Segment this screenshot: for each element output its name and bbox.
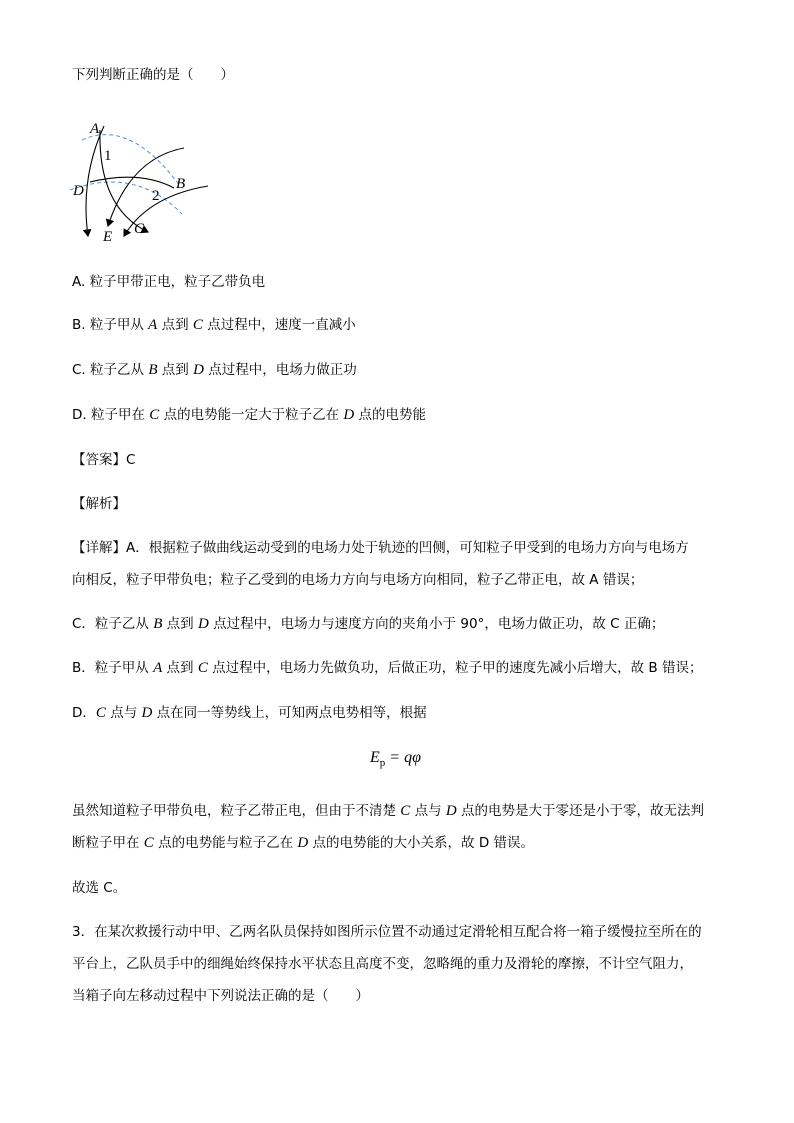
option-b-prefix: B. 粒子甲从 (72, 317, 149, 333)
detail-b (72, 658, 702, 678)
label-e: E (103, 229, 113, 243)
point-label: C (197, 660, 208, 676)
answer (72, 450, 135, 470)
trajectory-1 (100, 130, 148, 232)
option-b-mid: 点到 (157, 317, 193, 333)
option-b-suffix: 点过程中，速度一直减小 (202, 317, 356, 333)
electric-field-figure (70, 118, 220, 243)
equipotential-line-1 (82, 135, 180, 186)
detail-d-mid: 点与 (105, 705, 142, 721)
detail-c-prefix: C．粒子乙从 (72, 616, 154, 632)
detail-line-1 (72, 538, 689, 558)
label-d: D (73, 183, 84, 199)
point-label: D (445, 803, 457, 819)
analysis-tag: 【解析】 (72, 496, 126, 512)
formula-rhs: = qφ (385, 749, 421, 766)
option-d-suffix: 点的电势能 (354, 407, 427, 423)
point-label: D (343, 407, 355, 423)
option-d-prefix: D. 粒子甲在 (72, 407, 150, 423)
conclusion-text: 虽然知道粒子甲带负电，粒子乙带正电，但由于不清楚 (72, 803, 401, 819)
detail-c (72, 614, 664, 634)
point-label: C (95, 705, 106, 721)
point-label: C (143, 835, 154, 851)
label-b: B (176, 176, 186, 192)
final-choice: 故选 C。 (72, 880, 127, 896)
question-3-line-2: 平台上，乙队员手中的细绳始终保持水平状态且高度不变，忽略绳的重力及滑轮的摩擦，不计空气阻力， (72, 956, 693, 972)
point-label: D (297, 835, 309, 851)
detail-d-prefix: D． (72, 705, 96, 721)
point-label: D (141, 705, 153, 721)
point-label: A (148, 317, 158, 333)
option-c (72, 360, 357, 380)
label-one: 1 (104, 148, 112, 164)
conclusion-line-2 (72, 833, 534, 853)
question-intro: 下列判断正确的是（ ） (72, 67, 234, 83)
detail-text: A．根据粒子做曲线运动受到的电场力处于轨迹的凹侧，可知粒子甲受到的电场力方向与电场方 (126, 540, 689, 556)
label-a: A (90, 121, 100, 137)
option-c-suffix: 点过程中，电场力做正功 (203, 362, 357, 378)
conclusion-text: 点的电势是大于零还是小于零，故无法判 (456, 803, 705, 819)
point-label: D (197, 616, 209, 632)
conclusion-text: 断粒子甲在 (72, 835, 144, 851)
detail-b-prefix: B．粒子甲从 (72, 660, 154, 676)
detail-line-2: 向相反，粒子甲带负电；粒子乙受到的电场力方向与电场方向相同，粒子乙带正电，故 A 错误； (72, 572, 644, 588)
detail-c-suffix: 点过程中，电场力与速度方向的夹角小于 90°，电场力做正功，故 C 正确； (208, 616, 665, 632)
detail-d (72, 703, 427, 723)
formula-sub: p (379, 757, 386, 770)
detail-b-suffix: 点过程中，电场力先做负功，后做正功，粒子甲的速度先减小后增大，故 B 错误； (207, 660, 703, 676)
point-label: B (153, 616, 163, 632)
option-c-mid: 点到 (157, 362, 194, 378)
conclusion-line-1 (72, 801, 704, 821)
option-d (72, 405, 426, 425)
option-a: A. 粒子甲带正电，粒子乙带负电 (72, 274, 266, 290)
detail-c-mid: 点到 (162, 616, 198, 632)
option-c-prefix: C. 粒子乙从 (72, 362, 149, 378)
point-label: B (148, 362, 158, 378)
question-3-line-3: 当箱子向左移动过程中下列说法正确的是（ ） (72, 988, 369, 1004)
detail-d-suffix: 点在同一等势线上，可知两点电势相等，根据 (152, 705, 427, 721)
answer-tag: 【答案】 (72, 452, 126, 468)
detail-b-mid: 点到 (162, 660, 198, 676)
point-label: C (149, 407, 160, 423)
point-label: A (153, 660, 163, 676)
answer-value: C (126, 452, 136, 468)
detail-tag: 【详解】 (72, 540, 126, 556)
option-d-mid: 点的电势能一定大于粒子乙在 (159, 407, 344, 423)
option-b (72, 315, 356, 335)
conclusion-text: 点的电势能与粒子乙在 (153, 835, 298, 851)
point-label: C (192, 317, 203, 333)
label-c: C (134, 221, 145, 237)
formula-lhs: E (370, 749, 380, 766)
label-two: 2 (152, 188, 160, 204)
conclusion-text: 点的电势能的大小关系，故 D 错误。 (308, 835, 535, 851)
conclusion-text: 点与 (410, 803, 446, 819)
question-3-line-1: 3．在某次救援行动中甲、乙两名队员保持如图所示位置不动通过定滑轮相互配合将一箱子缓慢拉至所在的 (72, 924, 702, 940)
point-label: D (193, 362, 204, 378)
point-label: C (400, 803, 411, 819)
formula (370, 749, 421, 769)
